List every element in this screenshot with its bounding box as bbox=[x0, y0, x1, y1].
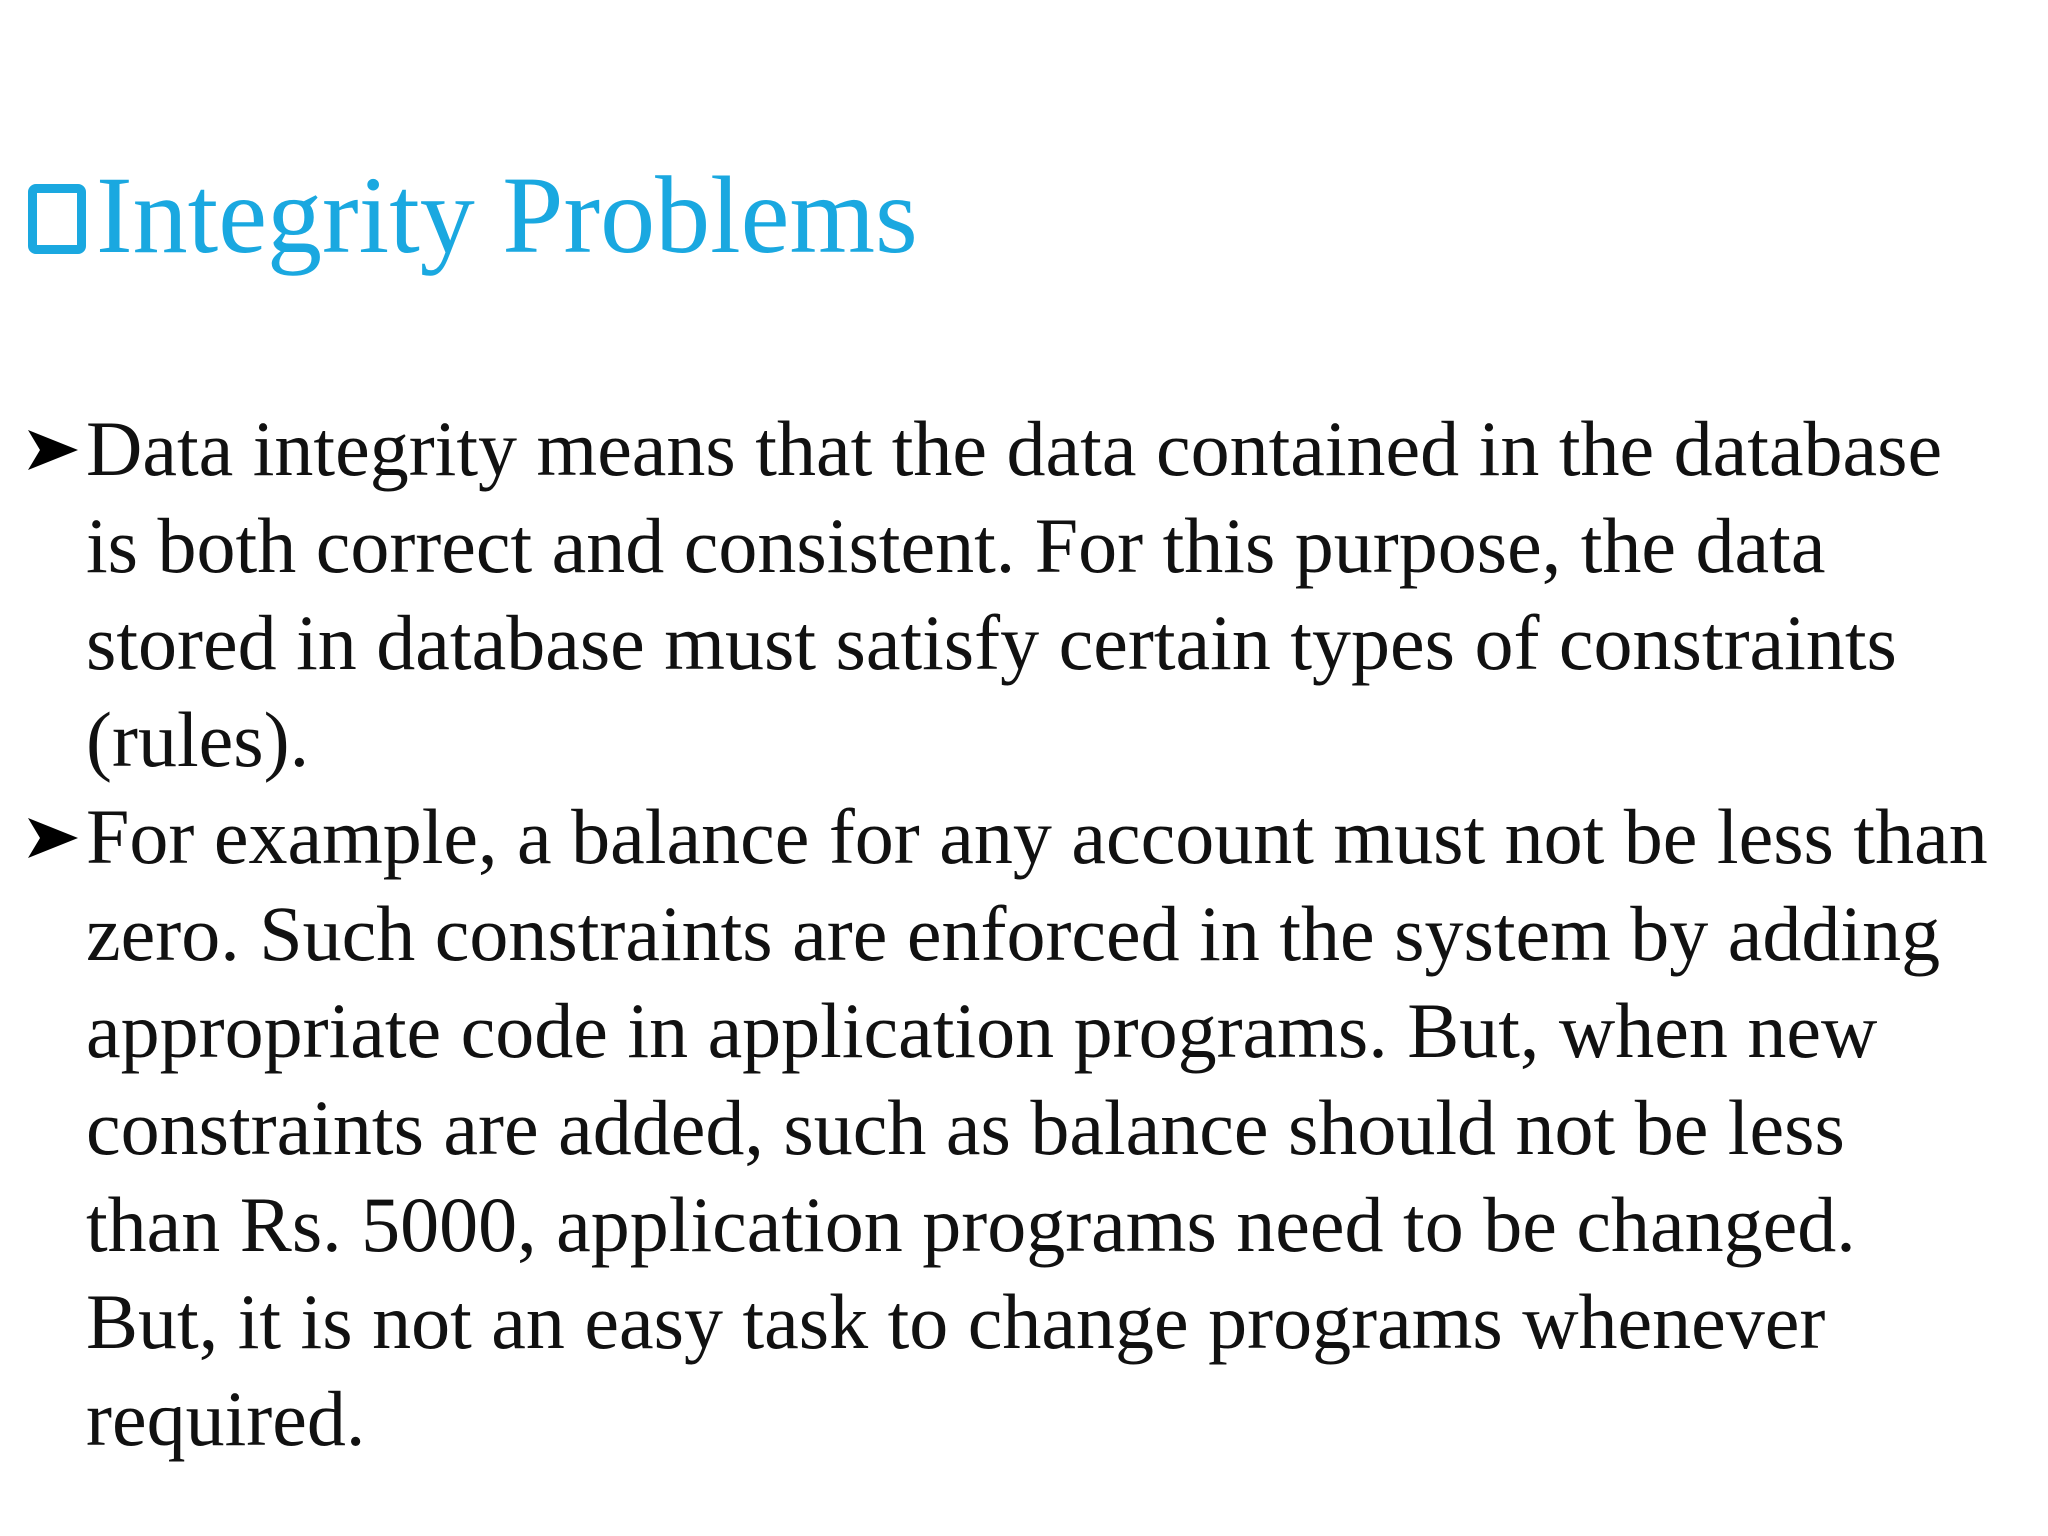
bullet-line: required. bbox=[86, 1375, 366, 1462]
bullet-line: than Rs. 5000, application programs need to be changed. bbox=[86, 1181, 1856, 1268]
bullet-line: is both correct and consistent. For this purpose, the data bbox=[86, 502, 1826, 589]
checkbox-bullet-icon bbox=[28, 184, 86, 254]
bullet-item bbox=[24, 400, 2034, 788]
bullet-line: (rules). bbox=[86, 696, 310, 783]
bullet-line: stored in database must satisfy certain types of constraints bbox=[86, 599, 1897, 686]
slide-title-text: Integrity Problems bbox=[96, 154, 918, 276]
bullet-line: Data integrity means that the data contained in the database bbox=[86, 405, 1943, 492]
arrow-bullet-icon bbox=[24, 788, 82, 885]
bullet-item bbox=[24, 788, 2034, 1467]
bullet-list bbox=[24, 400, 2034, 1467]
bullet-line: appropriate code in application programs. But, when new bbox=[86, 987, 1878, 1074]
slide-title bbox=[28, 150, 918, 280]
bullet-line: constraints are added, such as balance should not be less bbox=[86, 1084, 1845, 1171]
arrow-bullet-icon bbox=[24, 400, 82, 497]
bullet-line: zero. Such constraints are enforced in the system by adding bbox=[86, 890, 1941, 977]
bullet-line: For example, a balance for any account must not be less than bbox=[86, 793, 1988, 880]
bullet-line: But, it is not an easy task to change programs whenever bbox=[86, 1278, 1826, 1365]
